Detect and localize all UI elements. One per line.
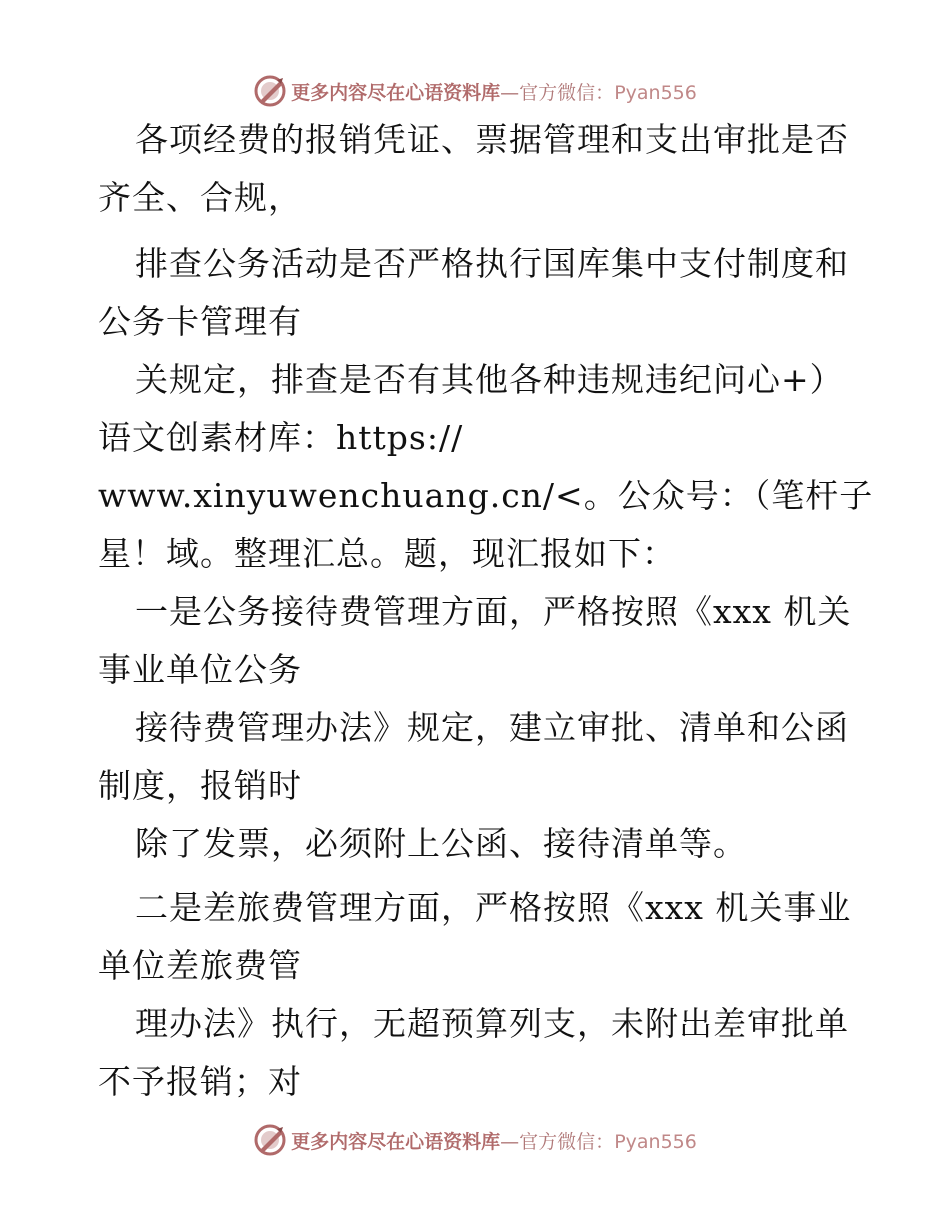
paragraph-line: 星！域。整理汇总。题，现汇报如下： [98,534,676,573]
paragraph-line: 事业单位公务 [98,650,302,689]
watermark-text: 更多内容尽在心语资料库—官方微信：Pyan556 [291,1130,697,1153]
paragraph-line: 制度，报销时 [98,766,302,805]
footer-watermark [0,1120,950,1160]
paragraph-line: 排查公务活动是否严格执行国库集中支付制度和 [135,244,849,283]
paragraph-line: 除了发票，必须附上公函、接待清单等。 [135,824,747,863]
quill-seal-icon [253,74,287,108]
paragraph-line: 关规定，排查是否有其他各种违规违纪问心+） [135,360,844,399]
paragraph-line: 接待费管理办法》规定，建立审批、清单和公函 [135,708,849,747]
paragraph-line: 各项经费的报销凭证、票据管理和支出审批是否 [135,120,849,159]
paragraph-line: 公务卡管理有 [98,302,302,341]
quill-seal-icon [253,1123,287,1157]
paragraph-line: 不予报销；对 [98,1062,302,1101]
paragraph-line: 齐全、合规， [98,178,302,217]
watermark-text: 更多内容尽在心语资料库—官方微信：Pyan556 [291,81,697,104]
header-watermark [0,71,950,111]
paragraph-line: 一是公务接待费管理方面，严格按照《xxx 机关 [135,592,852,631]
paragraph-line: 单位差旅费管 [98,946,302,985]
paragraph-line: 二是差旅费管理方面，严格按照《xxx 机关事业 [135,888,852,927]
paragraph-line: www.xinyuwenchuang.cn/<。公众号：（笔杆子 [98,476,874,515]
paragraph-line: 语文创素材库：https:// [98,418,464,457]
paragraph-line: 理办法》执行，无超预算列支，未附出差审批单 [135,1004,849,1043]
